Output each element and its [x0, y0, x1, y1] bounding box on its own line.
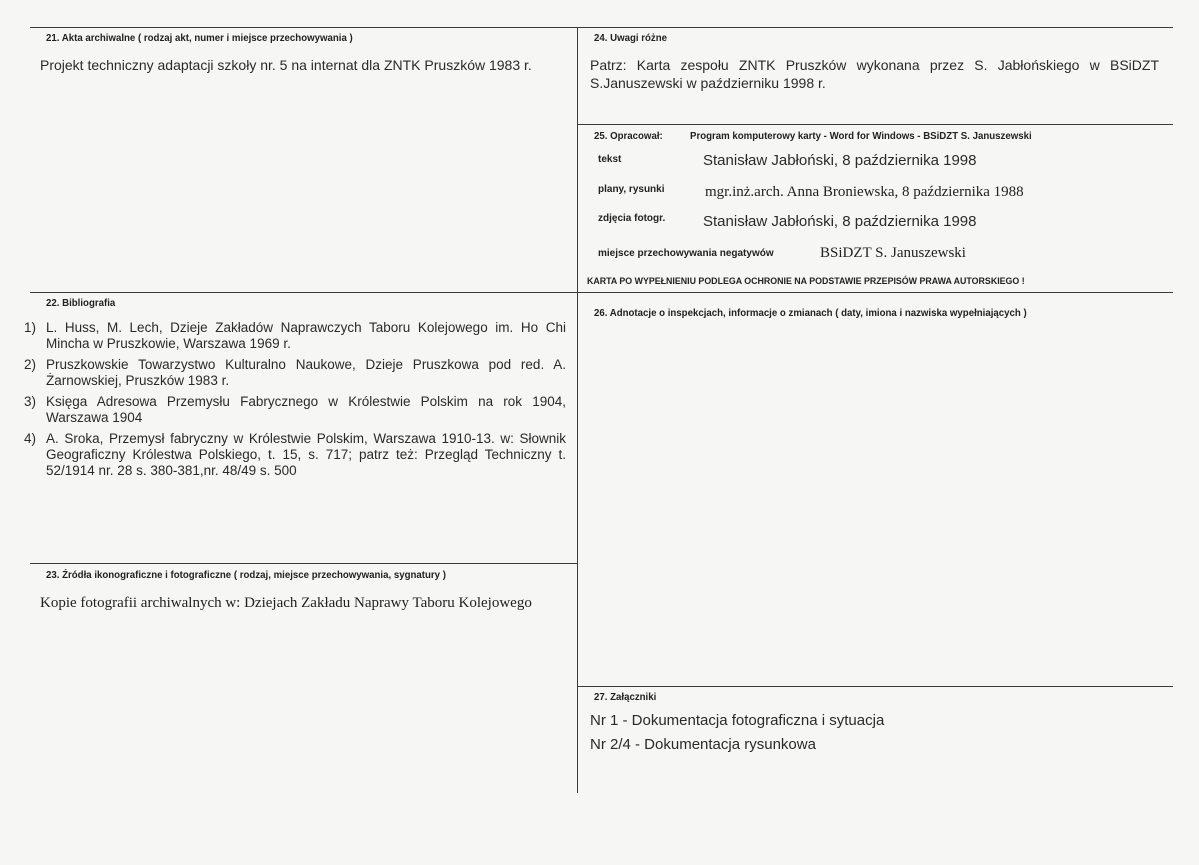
sec23-text: Kopie fotografii archiwalnych w: Dziejach Zakładu Naprawy Taboru Kolejowego [40, 595, 532, 611]
rule-sec27 [578, 686, 1173, 687]
sec22-title: 22. Bibliografia [46, 297, 116, 309]
sec21-text: Projekt techniczny adaptacji szkoły nr. 5 na internat dla ZNTK Pruszków 1983 r. [40, 57, 532, 73]
sec25-label-text: tekst [598, 154, 622, 165]
bibliography-item: 4) A. Sroka, Przemysł fabryczny w Królestwie Polskim, Warszawa 1910-13. w: Słownik Geograficzny Królestwa Polskiego, t. 15, s. 717; patrz też: Przegląd Techniczny t. 52/1914 nr. 28 s. 380-381,nr. 48/49 s. 500 [24, 431, 566, 478]
sec25-value-text: Stanisław Jabłoński, 8 października 1998 [703, 152, 977, 169]
sec25-title: 25. Opracował: [594, 130, 663, 142]
sec25-value-photos: Stanisław Jabłoński, 8 października 1998 [703, 213, 977, 230]
sec25-label-drawings: plany, rysunki [598, 184, 665, 195]
copyright-note: KARTA PO WYPEŁNIENIU PODLEGA OCHRONIE NA PODSTAWIE PRZEPISÓW PRAWA AUTORSKIEGO ! [587, 276, 1025, 287]
bibliography-item: 3) Księga Adresowa Przemysłu Fabrycznego w Królestwie Polskim na rok 1904, Warszawa 1904 [24, 394, 566, 425]
rule-sec25 [578, 124, 1173, 125]
sec25-label-photos: zdjęcia fotogr. [598, 213, 666, 224]
sec23-title: 23. Źródła ikonograficzne i fotograficzne ( rodzaj, miejsce przechowywania, sygnatury ) [46, 569, 446, 581]
rule-sec23 [30, 563, 577, 564]
sec25-value-negatives: BSiDZT S. Januszewski [820, 245, 966, 261]
sec21-title: 21. Akta archiwalne ( rodzaj akt, numer i miejsce przechowywania ) [46, 32, 353, 44]
attachment-item-2: Nr 2/4 - Dokumentacja rysunkowa [590, 736, 816, 753]
top-rule [30, 27, 1173, 28]
rule-sec22 [30, 292, 1173, 293]
center-divider [577, 27, 578, 793]
attachment-item-1: Nr 1 - Dokumentacja fotograficzna i sytuacja [590, 712, 885, 729]
sec24-text: Patrz: Karta zespołu ZNTK Pruszków wykonana przez S. Jabłońskiego w BSiDZT S.Januszewski w październiku 1998 r. [590, 57, 1159, 91]
sec25-value-drawings: mgr.inż.arch. Anna Broniewska, 8 października 1988 [705, 184, 1024, 200]
sec25-label-negatives: miejsce przechowywania negatywów [598, 248, 774, 259]
bibliography-list [24, 320, 566, 484]
sec25-program: Program komputerowy karty - Word for Windows - BSiDZT S. Januszewski [690, 130, 1032, 142]
sec26-title: 26. Adnotacje o inspekcjach, informacje o zmianach ( daty, imiona i nazwiska wypełniających ) [594, 307, 1027, 319]
sec27-title: 27. Załączniki [594, 691, 657, 703]
sec24-title: 24. Uwagi różne [594, 32, 668, 44]
bibliography-item: 1) L. Huss, M. Lech, Dzieje Zakładów Naprawczych Taboru Kolejowego im. Ho Chi Mincha w Pruszkowie, Warszawa 1969 r. [24, 320, 566, 351]
bibliography-item: 2) Pruszkowskie Towarzystwo Kulturalno Naukowe, Dzieje Pruszkowa pod red. A. Żarnowskiej, Pruszków 1983 r. [24, 357, 566, 388]
